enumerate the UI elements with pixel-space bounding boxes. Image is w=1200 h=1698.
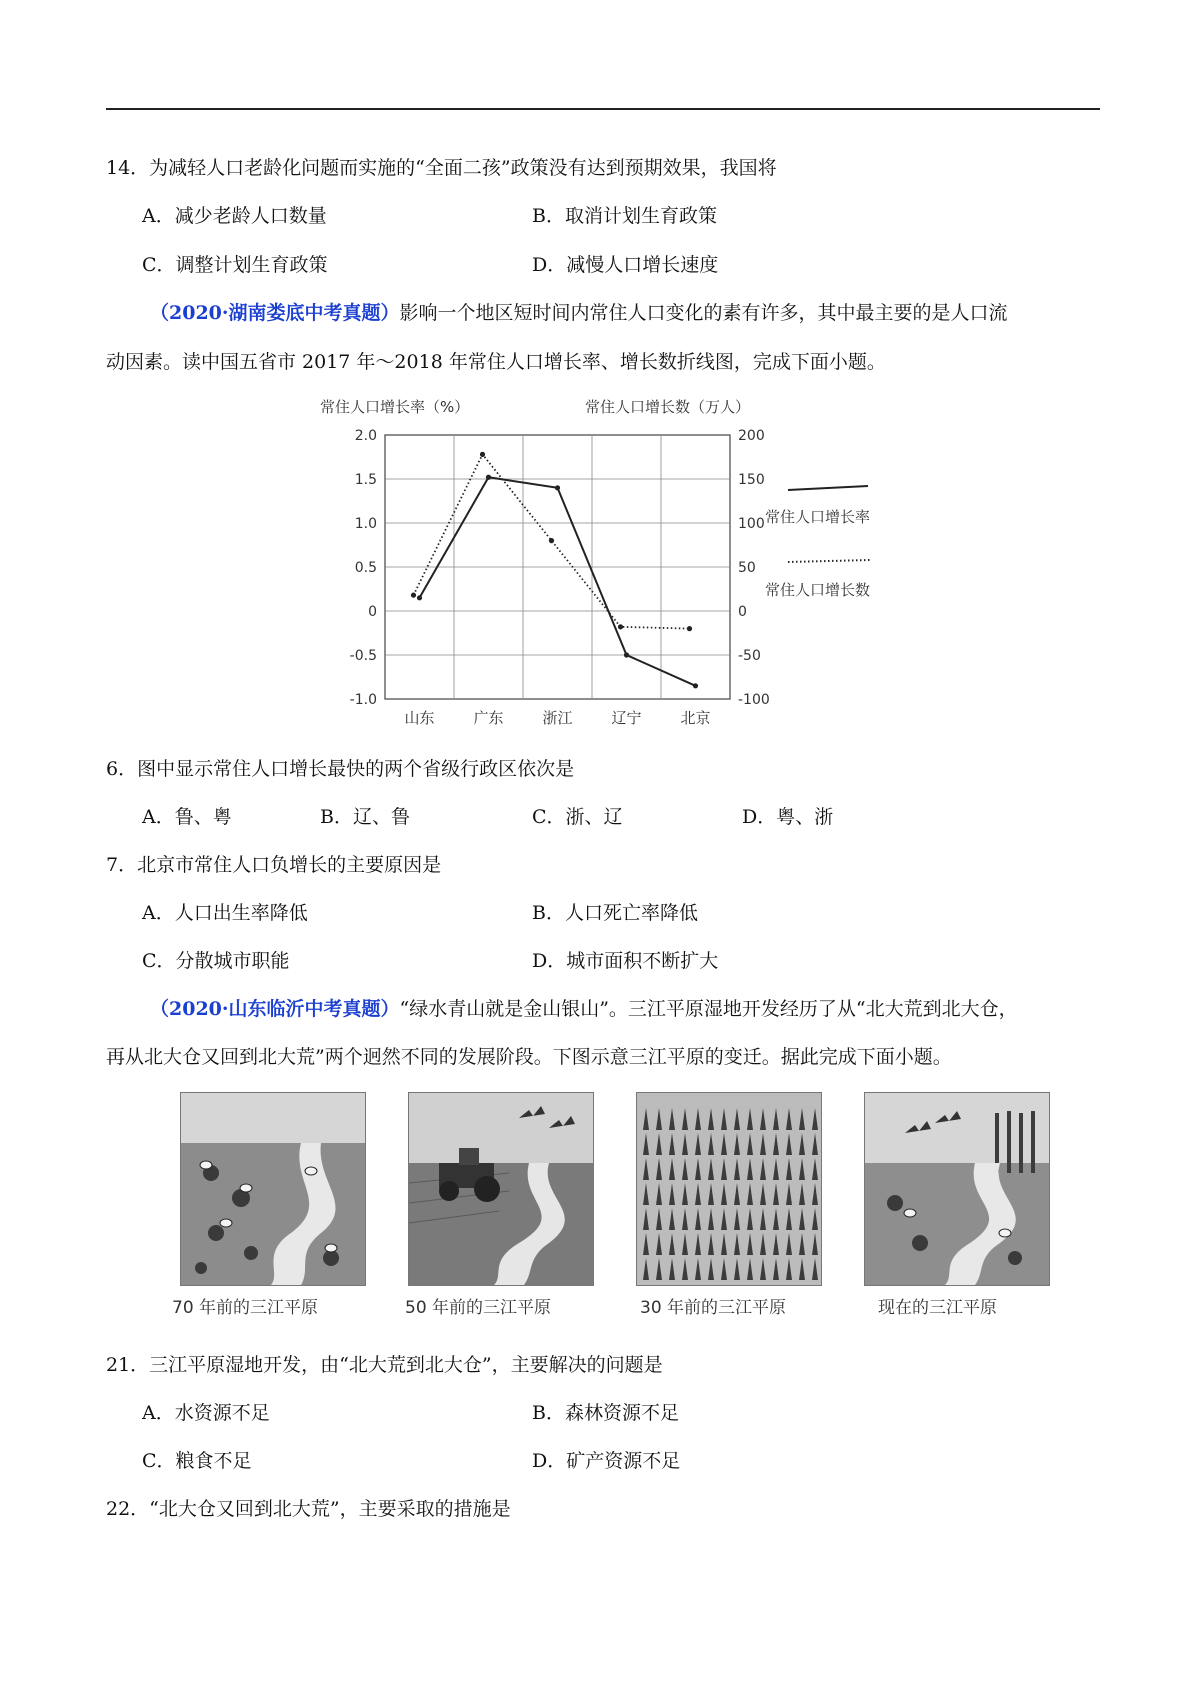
panel-caption-3: 30 年前的三江平原	[640, 1298, 787, 1318]
wetland-birds-illustration	[181, 1093, 365, 1285]
question-21-stem: 21．三江平原湿地开发，由“北大荒到北大仓”，主要解决的问题是	[106, 1354, 663, 1376]
panel-70-years-ago	[180, 1092, 366, 1286]
category-label: 浙江	[542, 709, 573, 727]
left-tick-label: -1.0	[349, 692, 377, 708]
left-axis-label: 常住人口增长率（%）	[320, 398, 470, 416]
left-tick-label: 1.5	[354, 472, 377, 488]
crops-illustration	[637, 1093, 821, 1285]
panel-now	[864, 1092, 1050, 1286]
question-14-option-a: A．减少老龄人口数量	[142, 205, 327, 227]
right-tick-label: 100	[738, 516, 765, 532]
question-7-option-b: B．人口死亡率降低	[532, 902, 698, 924]
intro-2-line-2: 再从北大仓又回到北大荒”两个迥然不同的发展阶段。下图示意三江平原的变迁。据此完成下面小题。	[106, 1046, 952, 1068]
left-tick-label: 0.5	[354, 560, 377, 576]
right-ticks	[738, 428, 770, 708]
intro-2-line-1	[150, 996, 1018, 1022]
category-label: 广东	[473, 709, 504, 727]
series-count-point	[480, 452, 485, 457]
series-count-point	[687, 626, 692, 631]
right-tick-label: -50	[738, 648, 761, 664]
legend-count-line	[788, 560, 870, 562]
series-count-point	[549, 538, 554, 543]
series-rate-point	[486, 475, 491, 480]
question-21-option-c: C．粮食不足	[142, 1450, 252, 1472]
panel-caption-2: 50 年前的三江平原	[405, 1298, 552, 1318]
series-rate-point	[417, 595, 422, 600]
right-tick-label: 50	[738, 560, 756, 576]
right-tick-label: 0	[738, 604, 747, 620]
intro-1-line-1	[150, 300, 1008, 326]
legend-rate-label: 常住人口增长率	[765, 508, 871, 526]
legend-rate-line	[788, 486, 868, 490]
right-tick-label: -100	[738, 692, 770, 708]
legend-count-label: 常住人口增长数	[765, 581, 871, 599]
question-6-option-d: D．粤、浙	[742, 806, 834, 828]
panel-caption-4: 现在的三江平原	[878, 1298, 997, 1318]
question-21-option-d: D．矿产资源不足	[532, 1450, 681, 1472]
intro-2-text: “绿水青山就是金山银山”。三江平原湿地开发经历了从“北大荒到北大仓，	[399, 998, 1018, 1020]
question-7-option-c: C．分散城市职能	[142, 950, 290, 972]
series-rate-point	[555, 485, 560, 490]
panel-caption-1: 70 年前的三江平原	[172, 1298, 319, 1318]
category-label: 辽宁	[611, 709, 642, 727]
left-tick-label: 1.0	[354, 516, 377, 532]
category-labels	[404, 709, 710, 727]
question-14-stem: 14．为减轻人口老龄化问题而实施的“全面二孩”政策没有达到预期效果，我国将	[106, 157, 777, 179]
question-6-stem: 6．图中显示常住人口增长最快的两个省级行政区依次是	[106, 758, 575, 780]
series-count-point	[618, 624, 623, 629]
left-tick-label: -0.5	[349, 648, 377, 664]
question-7-stem: 7．北京市常住人口负增长的主要原因是	[106, 854, 442, 876]
question-6-option-c: C．浙、辽	[532, 806, 623, 828]
restored-wetland-illustration	[865, 1093, 1049, 1285]
intro-2-source: （2020·山东临沂中考真题）	[150, 998, 400, 1020]
right-tick-label: 200	[738, 428, 765, 444]
population-growth-chart	[310, 390, 910, 735]
question-6-option-a: A．鲁、粤	[142, 806, 232, 828]
question-7-option-a: A．人口出生率降低	[142, 902, 308, 924]
question-14-option-c: C．调整计划生育政策	[142, 254, 328, 276]
left-tick-label: 2.0	[354, 428, 377, 444]
intro-1-line-2: 动因素。读中国五省市 2017 年～2018 年常住人口增长率、增长数折线图，完成下面小题。	[106, 351, 886, 373]
intro-1-source: （2020·湖南娄底中考真题）	[150, 302, 400, 324]
category-label: 山东	[404, 709, 435, 727]
question-6-option-b: B．辽、鲁	[320, 806, 410, 828]
panel-30-years-ago	[636, 1092, 822, 1286]
intro-1-text: 影响一个地区短时间内常住人口变化的素有许多，其中最主要的是人口流	[399, 302, 1008, 324]
series-rate-line	[420, 477, 696, 686]
left-ticks	[350, 428, 377, 708]
header-rule	[106, 108, 1100, 110]
series-rate-point	[693, 683, 698, 688]
question-21-option-a: A．水资源不足	[142, 1402, 270, 1424]
category-label: 北京	[680, 709, 711, 727]
question-7-option-d: D．城市面积不断扩大	[532, 950, 719, 972]
left-tick-label: 0	[368, 604, 377, 620]
series-count-point	[411, 593, 416, 598]
series-rate-point	[624, 652, 629, 657]
question-14-option-b: B．取消计划生育政策	[532, 205, 717, 227]
right-axis-label: 常住人口增长数（万人）	[585, 398, 751, 416]
question-22-stem: 22．“北大仓又回到北大荒”，主要采取的措施是	[106, 1498, 511, 1520]
question-21-option-b: B．森林资源不足	[532, 1402, 679, 1424]
right-tick-label: 150	[738, 472, 765, 488]
tractor-illustration	[409, 1093, 593, 1285]
panel-50-years-ago	[408, 1092, 594, 1286]
question-14-option-d: D．减慢人口增长速度	[532, 254, 719, 276]
